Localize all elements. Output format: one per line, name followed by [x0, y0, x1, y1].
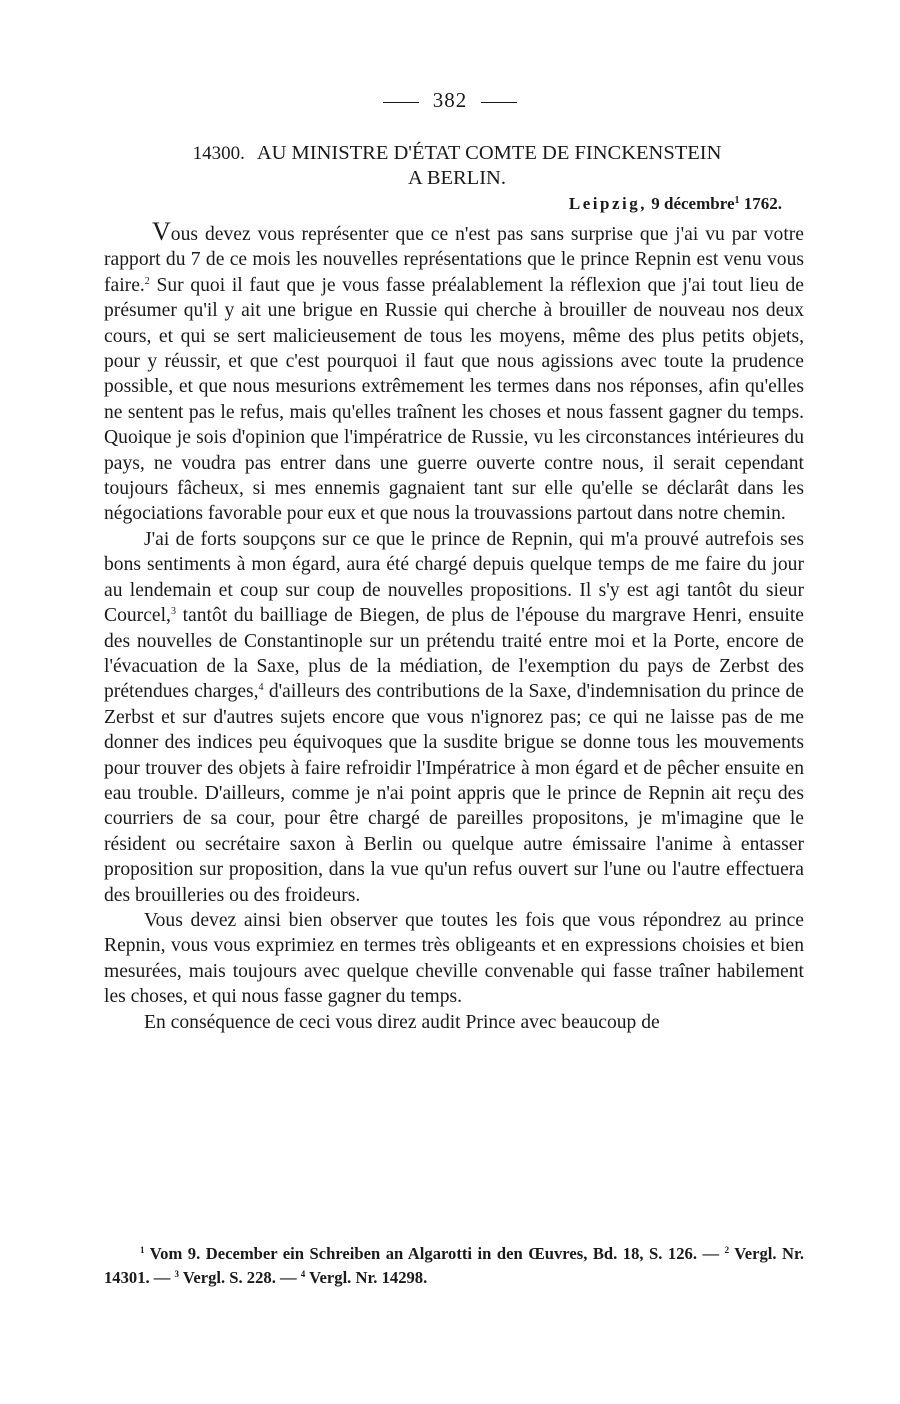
footnotes	[104, 1242, 804, 1290]
paragraph-2	[104, 527, 804, 908]
footnotes-text	[104, 1242, 804, 1290]
footnote-marker: 3	[174, 1269, 180, 1279]
letter-number: 14300.	[192, 143, 245, 164]
dateline-year: 1762.	[743, 194, 782, 213]
paragraph-3: Vous devez ainsi bien observer que toutes les fois que vous répondrez au prince Repnin, vous vous exprimiez en termes très obligeants et en expressions choisies et bien mesurées, mais toujours avec quelque cheville convenable qui fasse traîner habilement les choses, et qui nous fasse gagner du temps.	[104, 909, 804, 1008]
footnote-1: Vom 9. December ein Schreiben an Algarotti in den Œuvres, Bd. 18, S. 126. —	[144, 1244, 725, 1263]
paragraph-initial: V	[152, 217, 171, 246]
letter-title-line2: A BERLIN.	[408, 167, 506, 189]
dateline-date: 9 décembre	[651, 194, 735, 213]
page-number-dash-right	[481, 102, 517, 103]
paragraph-text: d'ailleurs des contributions de la Saxe, d'indemnisation du prince de Zerbst et sur d'autres sujets encore que vous n'ignorez pas; ce qui ne laisse pas de me donner des indices peu équivoques que la susdite brigue se donne tous les mouvements pour trouver des objets à faire refroidir l'Impératrice à mon égard et de pêcher ensuite en eau trouble. D'ailleurs, comme je n'ai point appris que le prince de Repnin ait reçu des courriers de sa cour, pour être chargé de pareilles propositons, je m'imagine que le résident ou secrétaire saxon à Berlin ou quelque autre émissaire l'anime à entasser proposition sur proposition, dans la vue qu'un refus ouvert sur l'une ou l'autre effectuera des brouilleries ou des froideurs.	[104, 681, 804, 906]
footnote-marker: 4	[258, 682, 264, 694]
letter-heading	[112, 141, 802, 191]
letter-body	[104, 219, 804, 1035]
dateline	[569, 194, 782, 214]
paragraph-text: ous devez vous représenter que ce n'est pas sans surprise que j'ai vu par votre rapport du 7 de ce mois les nouvelles représentations que le prince Repnin est venu vous faire.	[104, 224, 804, 296]
footnote-4: Vergl. Nr. 14298.	[305, 1268, 428, 1287]
footnote-2: Vergl. Nr. 14301. —	[104, 1244, 805, 1287]
footnote-marker: 2	[144, 275, 150, 287]
letter-heading-line1	[112, 141, 802, 166]
page-number-dash-left	[383, 102, 419, 103]
paragraph-1	[104, 219, 804, 527]
paragraph-4: En conséquence de ceci vous direz audit Prince avec beaucoup de	[144, 1011, 660, 1033]
footnote-marker: 1	[734, 195, 740, 206]
letter-title-line1: AU MINISTRE D'ÉTAT COMTE DE FINCKENSTEIN	[256, 142, 722, 164]
paragraph-text: tantôt du bailliage de Biegen, de plus de l'épouse du margrave Henri, ensuite des nouvelles de Constantinople sur un prétendu traité entre moi et la Porte, encore de l'évacuation de la Saxe, plus de la médiation, de l'exemption du pays de Zerbst des prétendues charges,	[104, 605, 804, 703]
page-number	[0, 88, 900, 113]
paragraph-text: J'ai de forts soupçons sur ce que le prince de Repnin, qui m'a prouvé autrefois ses bons sentiments à mon égard, aura été chargé depuis quelque temps de me faire du jour au lendemain et coup sur coup de nouvelles propositions. Il s'y est agi tantôt du sieur Courcel,	[104, 528, 804, 627]
dateline-place: Leipzig,	[568, 194, 647, 213]
footnote-marker: 1	[140, 1245, 145, 1255]
paragraph-text: Sur quoi il faut que je vous fasse préalablement la réflexion que j'ai tout lieu de présumer qu'il y ait une brigue en Russie qui cherche à brouiller de nouveau nos deux cours, et qui se sert malicieusement de tous les moyens, même des plus petits objets, pour y réussir, et que c'est pourquoi il faut que nous agissions avec toute la prudence possible, et que nous mesurions extrêmement les termes dans nos réponses, afin qu'elles ne sentent pas le refus, mais qu'elles traînent les choses et nous fassent gagner du temps. Quoique je sois d'opinion que l'impératrice de Russie, vu les circonstances intérieures du pays, ne voudra pas entrer dans une guerre ouverte contre nous, il serait cependant toujours fâcheux, si mes ennemis gagnaient tant sur elle qu'elle se déclarât dans les négociations favorable pour eux et que nous la trouvassions partout dans notre chemin.	[104, 274, 804, 525]
page-number-text: 382	[432, 88, 468, 112]
footnote-marker: 2	[724, 1245, 730, 1255]
footnote-marker: 4	[300, 1269, 306, 1279]
footnote-marker: 3	[170, 606, 176, 618]
footnote-3: Vergl. S. 228. —	[179, 1268, 301, 1287]
